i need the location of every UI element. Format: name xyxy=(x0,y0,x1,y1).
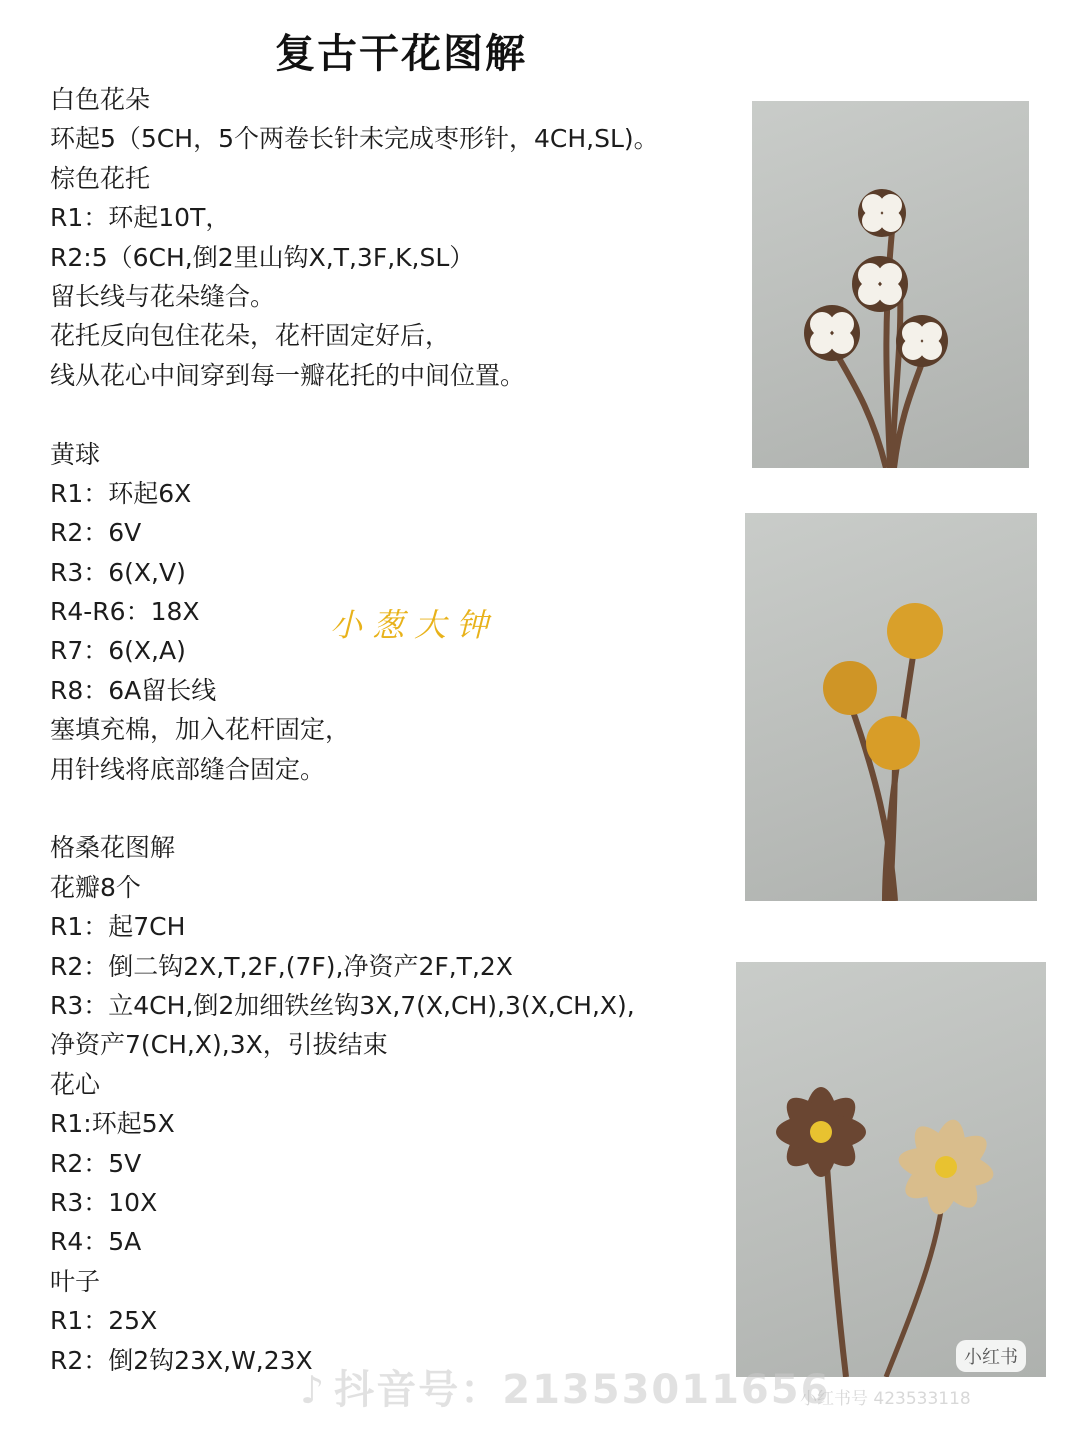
text-line: R2：5V xyxy=(50,1148,142,1178)
text-line: 黄球 xyxy=(50,439,101,469)
page-title: 复古干花图解 xyxy=(275,31,527,77)
douyin-id: 抖音号：21353011656 xyxy=(334,1367,831,1413)
xiaohongshu-id-watermark: 小红书号 423533118 xyxy=(800,1389,971,1409)
text-line: R1：环起10T， xyxy=(50,203,231,233)
text-line: R4：5A xyxy=(50,1227,142,1257)
xiaohongshu-logo-badge: 小红书 xyxy=(956,1340,1026,1372)
text-line: R8：6A留长线 xyxy=(50,675,217,705)
text-line: 塞填充棉，加入花杆固定， xyxy=(50,715,351,745)
text-line: 线从花心中间穿到每一瓣花托的中间位置。 xyxy=(50,360,526,390)
text-line: 格桑花图解 xyxy=(50,833,176,863)
text-line: 花瓣8个 xyxy=(50,872,141,902)
text-line: 花托反向包住花朵，花杆固定好后， xyxy=(50,321,451,351)
text-line: R1：起7CH xyxy=(50,912,186,942)
text-line: 用针线将底部缝合固定。 xyxy=(50,754,326,784)
text-line: 叶子 xyxy=(50,1266,101,1296)
text-line: 白色花朵 xyxy=(50,85,151,114)
yellow-ball-flower-photo xyxy=(745,513,1037,901)
text-line: R2：6V xyxy=(50,518,142,548)
cotton-flower-photo xyxy=(752,101,1029,468)
text-line: R1：25X xyxy=(50,1306,158,1336)
text-line: R1：环起6X xyxy=(50,478,192,508)
text-line: R2:5（6CH,倒2里山钩X,T,3F,K,SL） xyxy=(50,242,475,272)
douyin-icon: ♪ xyxy=(300,1368,327,1412)
text-line: 棕色花托 xyxy=(50,163,151,193)
text-line: R3：立4CH,倒2加细铁丝钩3X,7(X,CH),3(X,CH,X), xyxy=(50,990,635,1020)
text-line: R3：10X xyxy=(50,1187,158,1217)
text-line: 净资产7(CH,X),3X，引拔结束 xyxy=(50,1030,388,1060)
text-line: R7：6(X,A) xyxy=(50,636,186,666)
text-line: 环起5（5CH，5个两卷长针未完成枣形针，4CH,SL)。 xyxy=(50,124,659,154)
text-line: R3：6(X,V) xyxy=(50,557,186,587)
cosmos-flower-photo xyxy=(736,962,1046,1377)
text-line: R2：倒2钩23X,W,23X xyxy=(50,1345,313,1375)
text-line: 留长线与花朵缝合。 xyxy=(50,281,276,311)
pattern-text xyxy=(50,80,740,1380)
douyin-watermark xyxy=(300,1358,830,1415)
blank-line xyxy=(50,789,740,828)
text-line: R1:环起5X xyxy=(50,1109,175,1139)
text-line: 花心 xyxy=(50,1069,101,1099)
text-line: R2：倒二钩2X,T,2F,(7F),净资产2F,T,2X xyxy=(50,951,513,981)
author-stamp: 小葱大钟 xyxy=(330,606,499,644)
text-line: R4-R6：18X xyxy=(50,597,200,627)
blank-line xyxy=(50,395,740,434)
